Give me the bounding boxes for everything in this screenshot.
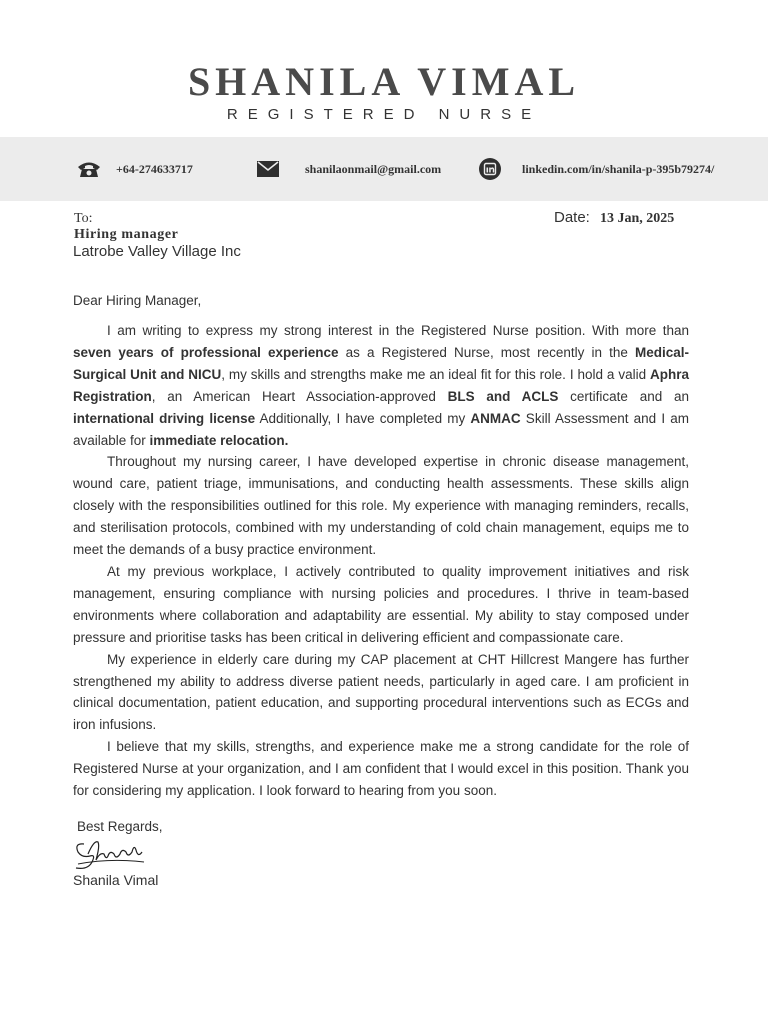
salutation: Dear Hiring Manager, <box>73 293 202 308</box>
linkedin-icon <box>479 158 501 180</box>
highlight-license: international driving license <box>73 410 256 426</box>
letter-body <box>73 320 689 802</box>
signer-name: Shanila Vimal <box>73 872 159 888</box>
highlight-certification: BLS and ACLS <box>447 388 559 404</box>
date-value: 13 Jan, 2025 <box>600 211 675 226</box>
paragraph-1-text: Additionally, I have completed my <box>255 410 471 426</box>
highlight-anmac: ANMAC <box>470 410 521 426</box>
paragraph-5: I believe that my skills, strengths, and experience make me a strong candidate for the role of Registered Nurse at your organization, and I am confident that I would excel in this position. Thank you for considering my application. I look forward to hearing from you soon. <box>73 739 689 799</box>
contact-email <box>257 137 441 201</box>
paragraph-1-text: as a Registered Nurse, most recently in the <box>338 344 635 360</box>
paragraph-1-text: , my skills and strengths make me an ideal fit for this role. I hold a valid <box>221 366 650 382</box>
contact-linkedin <box>479 137 714 201</box>
paragraph-1-text: , an American Heart Association-approved <box>151 388 448 404</box>
paragraph-1-text: Skill Assessment and I am available for <box>73 410 689 448</box>
contact-phone <box>76 137 193 201</box>
paragraph-2: Throughout my nursing career, I have developed expertise in chronic disease management, wound care, patient triage, immunisations, and conducting health assessments. These skills align closely with the responsibilities outlined for this role. My experience with managing reminders, recalls, and sterilisation protocols, combined with my understanding of cold chain management, equips me to meet the demands of a busy practice environment. <box>73 454 689 558</box>
date-label: Date: <box>554 209 590 226</box>
phone-number[interactable]: +64-274633717 <box>116 161 193 176</box>
to-label: To: <box>74 211 93 226</box>
highlight-relocation: immediate relocation. <box>149 432 289 448</box>
phone-icon <box>76 160 102 178</box>
linkedin-url[interactable]: linkedin.com/in/shanila-p-395b79274/ <box>522 161 715 176</box>
paragraph-1-text: certificate and an <box>558 388 689 404</box>
contact-bar <box>0 137 768 201</box>
envelope-icon <box>257 161 279 177</box>
applicant-title: REGISTERED NURSE <box>226 106 542 123</box>
paragraph-1 <box>73 320 689 451</box>
applicant-name: SHANILA VIMAL <box>187 59 581 104</box>
recipient-role: Hiring manager <box>74 227 179 242</box>
paragraph-1-text: I am writing to express my strong interest in the Registered Nurse position. With more than <box>107 323 689 338</box>
highlight-experience: seven years of professional experience <box>73 344 339 360</box>
closing: Best Regards, <box>77 819 163 834</box>
paragraph-4: My experience in elderly care during my CAP placement at CHT Hillcrest Mangere has further strengthened my ability to address diverse patient needs, particularly in aged care. I am proficient in clinical documentation, patient education, and supporting procedural interventions such as ECGs and iron infusions. <box>73 651 689 733</box>
paragraph-3: At my previous workplace, I actively contributed to quality improvement initiatives and risk management, ensuring compliance with nursing policies and procedures. I thrive in team-based environments where collaboration and adaptability are essential. My ability to stay composed under pressure and prioritise tasks has been critical in delivering efficient and compassionate care. <box>73 563 689 645</box>
email-address[interactable]: shanilaonmail@gmail.com <box>305 161 442 176</box>
highlight-registration: Aphra Registration <box>73 366 689 404</box>
recipient-organization: Latrobe Valley Village Inc <box>73 243 241 260</box>
highlight-unit: Medical-Surgical Unit and NICU <box>73 344 690 382</box>
